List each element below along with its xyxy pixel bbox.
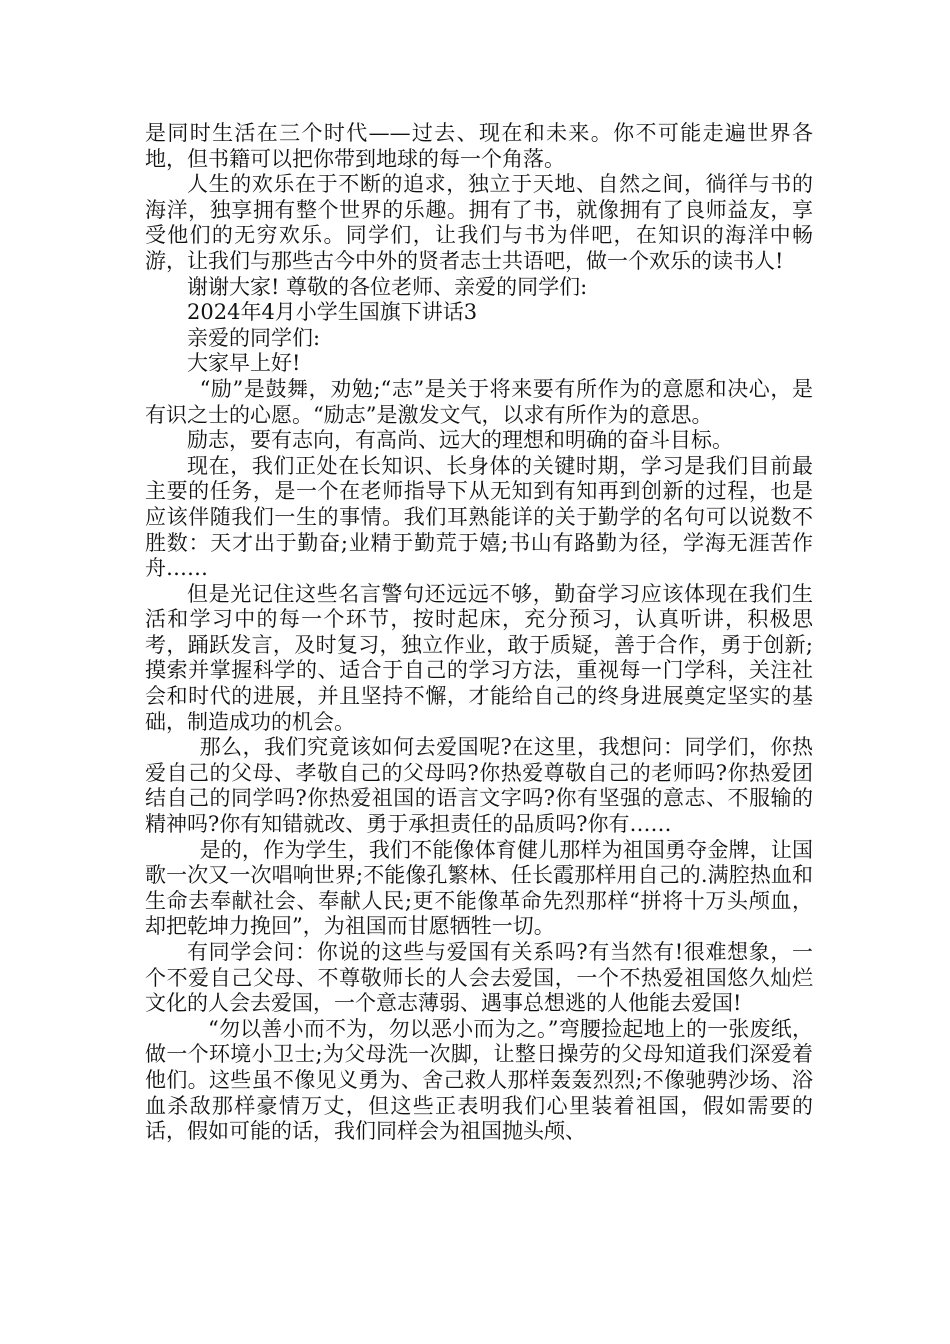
paragraph-2: 人生的欢乐在于不断的追求，独立于天地、自然之间，徜徉与书的海洋，独享拥有整个世界的乐趣。拥有了书，就像拥有了良师益友，享受他们的无穷欢乐。同学们，让我们与书为伴吧，在知识的海洋中畅游，让我们与那些古今中外的贤者志士共语吧，做一个欢乐的读书人! [145,172,813,273]
paragraph-11: 那么，我们究竟该如何去爱国呢?在这里，我想问：同学们，你热爱自己的父母、孝敬自己的父母吗?你热爱尊敬自己的老师吗?你热爱团结自己的同学吗?你热爱祖国的语言文字吗?你有坚强的意志、不服输的精神吗?你有知错就改、勇于承担责任的品质吗?你有…… [145,735,813,837]
paragraph-4: 2024年4月小学生国旗下讲话3 [187,300,478,325]
paragraph-7: “励”是鼓舞，劝勉;“志”是关于将来要有所作为的意愿和决心，是有识之士的心愿。“励志”是激发文气，以求有所作为的意思。 [145,376,813,427]
paragraph-8: 励志，要有志向，有高尚、远大的理想和明确的奋斗目标。 [187,428,733,453]
paragraph-12: 是的，作为学生，我们不能像体育健儿那样为祖国勇夺金牌，让国歌一次又一次唱响世界;不能像孔繁林、任长霞那样用自己的.满腔热血和生命去奉献社会、奉献人民;更不能像革命先烈那样“拼将十万头颅血，却把乾坤力挽回”，为祖国而甘愿牺牲一切。 [145,837,813,939]
paragraph-9: 现在，我们正处在长知识、长身体的关键时期，学习是我们目前最主要的任务，是一个在老师指导下从无知到有知再到创新的过程，也是应该伴随我们一生的事情。我们耳熟能详的关于勤学的名句可以说数不胜数：天才出于勤奋;业精于勤荒于嬉;书山有路勤为径，学海无涯苦作舟…… [145,453,813,581]
paragraph-6: 大家早上好! [187,351,301,376]
paragraph-10: 但是光记住这些名言警句还远远不够，勤奋学习应该体现在我们生活和学习中的每一个环节，按时起床，充分预习，认真听讲，积极思考，踊跃发言，及时复习，独立作业，敢于质疑，善于合作，勇于创新;摸索并掌握科学的、适合于自己的学习方法，重视每一门学科，关注社会和时代的进展，并且坚持不懈，才能给自己的终身进展奠定坚实的基础，制造成功的机会。 [145,581,813,734]
paragraph-3: 谢谢大家! 尊敬的各位老师、亲爱的同学们: [187,274,588,299]
paragraph-13: 有同学会问：你说的这些与爱国有关系吗?有当然有!很难想象，一个不爱自己父母、不尊敬师长的人会去爱国，一个不热爱祖国悠久灿烂文化的人会去爱国，一个意志薄弱、遇事总想逃的人他能去爱国! [145,940,813,1016]
document-page [145,121,813,1145]
paragraph-5: 亲爱的同学们: [187,325,321,350]
paragraph-14: “勿以善小而不为，勿以恶小而为之。”弯腰捡起地上的一张废纸，做一个环境小卫士;为父母洗一次脚，让整日操劳的父母知道我们深爱着他们。这些虽不像见义勇为、舍己救人那样轰轰烈烈;不像驰骋沙场、浴血杀敌那样豪情万丈，但这些正表明我们心里装着祖国，假如需要的话，假如可能的话，我们同样会为祖国抛头颅、 [145,1016,813,1144]
paragraph-1: 是同时生活在三个时代——过去、现在和未来。你不可能走遍世界各地，但书籍可以把你带到地球的每一个角落。 [145,121,813,171]
